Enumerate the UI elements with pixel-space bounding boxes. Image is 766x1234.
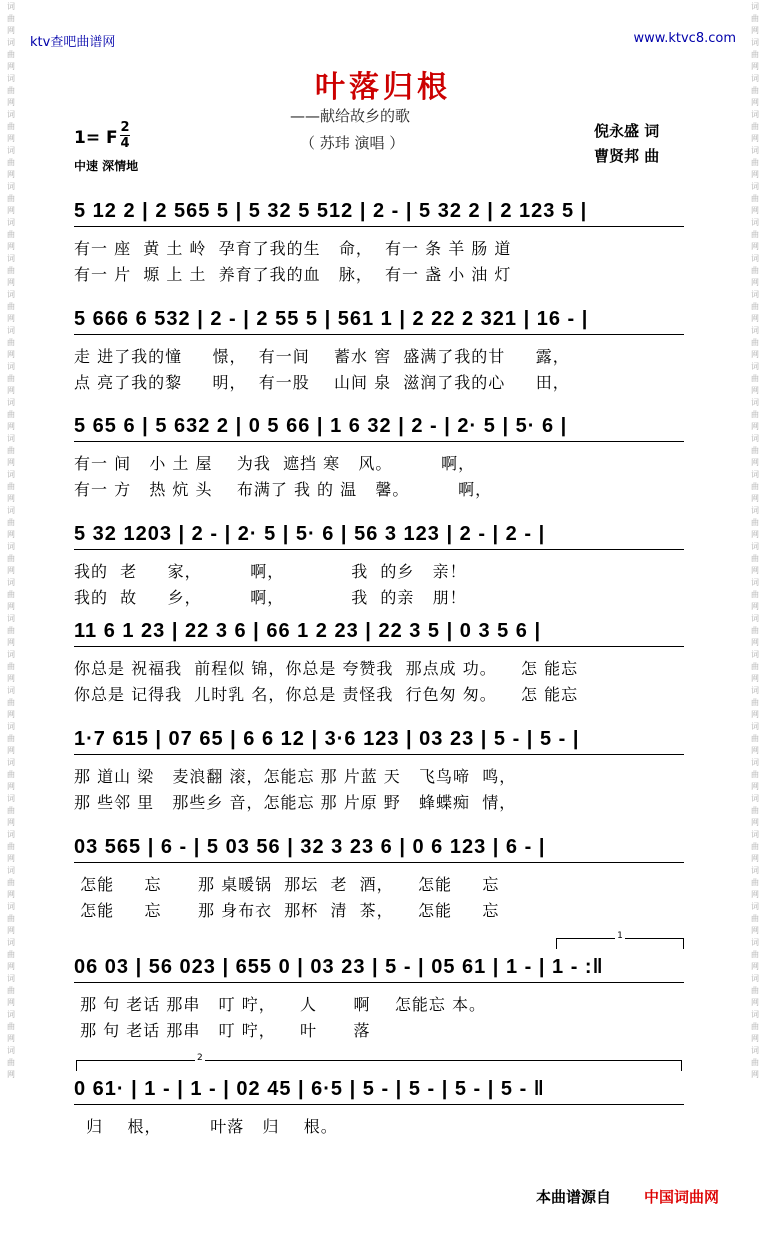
watermark-glyph: 网 — [7, 278, 15, 287]
watermark-glyph: 网 — [7, 458, 15, 467]
watermark-glyph: 曲 — [751, 50, 759, 59]
lyric-verse-1: 有一 座 黄 土 岭 孕育了我的生 命， 有一 条 羊 肠 道 — [74, 239, 512, 258]
watermark-glyph: 网 — [751, 962, 759, 971]
lyric-verse-2: 我的 故 乡， 啊， 我 的亲 朋！ — [74, 588, 467, 607]
watermark-glyph: 网 — [751, 26, 759, 35]
watermark-glyph: 曲 — [751, 302, 759, 311]
watermark-glyph: 曲 — [7, 1058, 15, 1067]
watermark-glyph: 网 — [751, 170, 759, 179]
notation-line: 5 12 2 | 2 565 5 | 5 32 5 512 | 2 - | 5 32 2 | 2 123 5 | — [74, 200, 588, 222]
time-signature-top: 2 — [120, 120, 130, 135]
watermark-glyph: 词 — [7, 758, 15, 767]
watermark-glyph: 网 — [7, 1070, 15, 1079]
watermark-glyph: 网 — [751, 1070, 759, 1079]
lyric-verse-1: 有一 间 小 土 屋 为我 遮挡 寒 风。 啊， — [74, 454, 476, 473]
notation-line: 11 6 1 23 | 22 3 6 | 66 1 2 23 | 22 3 5 | 0 3 5 6 | — [74, 620, 542, 642]
song-subtitle: ——献给故乡的歌 — [290, 107, 411, 125]
volta-second-label: 2 — [197, 1053, 203, 1063]
watermark-glyph: 网 — [7, 26, 15, 35]
watermark-glyph: 词 — [7, 434, 15, 443]
watermark-glyph: 词 — [7, 146, 15, 155]
lyric-verse-1: 走 进了我的憧 憬， 有一间 蓄水 窖 盛满了我的甘 露， — [74, 347, 570, 366]
volta-first-ending — [556, 931, 684, 949]
watermark-glyph: 曲 — [7, 122, 15, 131]
watermark-glyph: 词 — [7, 542, 15, 551]
notation-line: 03 565 | 6 - | 5 03 56 | 32 3 23 6 | 0 6 123 | 6 - | — [74, 836, 546, 858]
watermark-glyph: 网 — [751, 566, 759, 575]
watermark-glyph: 网 — [7, 638, 15, 647]
watermark-glyph: 词 — [7, 398, 15, 407]
watermark-glyph: 词 — [7, 974, 15, 983]
watermark-glyph: 曲 — [7, 914, 15, 923]
lyric-verse-1: 怎能 忘 那 桌暖锅 那坛 老 酒， 怎能 忘 — [74, 875, 500, 894]
watermark-glyph: 曲 — [751, 914, 759, 923]
watermark-glyph: 网 — [751, 422, 759, 431]
lyric-verse-2: 有一 片 塬 上 土 养育了我的血 脉， 有一 盏 小 油 灯 — [74, 265, 512, 284]
watermark-glyph: 网 — [7, 242, 15, 251]
watermark-glyph: 词 — [7, 938, 15, 947]
watermark-glyph: 曲 — [751, 158, 759, 167]
watermark-glyph: 词 — [751, 74, 759, 83]
watermark-glyph: 词 — [751, 1046, 759, 1055]
watermark-glyph: 词 — [751, 2, 759, 11]
watermark-glyph: 网 — [7, 314, 15, 323]
watermark-glyph: 网 — [7, 386, 15, 395]
footer-source-label: 本曲谱源自 — [536, 1188, 612, 1206]
watermark-glyph: 网 — [751, 854, 759, 863]
watermark-glyph: 网 — [7, 206, 15, 215]
watermark-glyph: 网 — [7, 782, 15, 791]
notation-line: 0 61· | 1 - | 1 - | 02 45 | 6·5 | 5 - | 5 - | 5 - | 5 - ‖ — [74, 1078, 545, 1100]
watermark-glyph: 网 — [7, 170, 15, 179]
watermark-glyph: 曲 — [7, 950, 15, 959]
watermark-glyph: 词 — [751, 794, 759, 803]
watermark-glyph: 词 — [7, 2, 15, 11]
watermark-glyph: 曲 — [7, 230, 15, 239]
watermark-glyph: 曲 — [7, 86, 15, 95]
watermark-glyph: 词 — [751, 578, 759, 587]
watermark-glyph: 词 — [7, 182, 15, 191]
watermark-glyph: 词 — [7, 110, 15, 119]
watermark-glyph: 曲 — [751, 122, 759, 131]
watermark-glyph: 词 — [751, 506, 759, 515]
watermark-glyph: 网 — [7, 926, 15, 935]
lyric-verse-2: 那 句 老话 那串 叮 咛， 叶 落 — [74, 1021, 371, 1040]
watermark-glyph: 曲 — [751, 806, 759, 815]
watermark-glyph: 曲 — [751, 770, 759, 779]
watermark-glyph: 词 — [7, 686, 15, 695]
footer-site-name: 中国词曲网 — [644, 1188, 720, 1206]
watermark-glyph: 网 — [7, 854, 15, 863]
watermark-glyph: 曲 — [7, 698, 15, 707]
watermark-glyph: 曲 — [751, 266, 759, 275]
watermark-glyph: 网 — [751, 818, 759, 827]
watermark-glyph: 曲 — [7, 410, 15, 419]
watermark-glyph: 词 — [751, 110, 759, 119]
watermark-glyph: 网 — [751, 386, 759, 395]
watermark-glyph: 词 — [7, 830, 15, 839]
watermark-glyph: 词 — [7, 470, 15, 479]
site-url-right: www.ktvc8.com — [633, 31, 736, 46]
watermark-glyph: 曲 — [751, 986, 759, 995]
watermark-glyph: 词 — [7, 254, 15, 263]
watermark-glyph: 曲 — [7, 302, 15, 311]
beam-line — [74, 226, 684, 227]
watermark-glyph: 曲 — [751, 698, 759, 707]
watermark-glyph: 词 — [7, 614, 15, 623]
beam-line — [74, 334, 684, 335]
watermark-glyph: 曲 — [7, 770, 15, 779]
watermark-glyph: 词 — [751, 38, 759, 47]
watermark-glyph: 网 — [751, 242, 759, 251]
watermark-glyph: 曲 — [751, 1058, 759, 1067]
watermark-glyph: 词 — [7, 74, 15, 83]
notation-line: 5 65 6 | 5 632 2 | 0 5 66 | 1 6 32 | 2 - | 2· 5 | 5· 6 | — [74, 415, 568, 437]
watermark-glyph: 曲 — [7, 14, 15, 23]
watermark-glyph: 词 — [751, 686, 759, 695]
watermark-glyph: 曲 — [751, 230, 759, 239]
watermark-glyph: 词 — [7, 722, 15, 731]
watermark-glyph: 词 — [751, 542, 759, 551]
watermark-glyph: 词 — [751, 470, 759, 479]
watermark-glyph: 曲 — [7, 518, 15, 527]
watermark-glyph: 曲 — [751, 446, 759, 455]
watermark-glyph: 词 — [7, 650, 15, 659]
watermark-glyph: 词 — [7, 578, 15, 587]
watermark-glyph: 网 — [7, 134, 15, 143]
watermark-glyph: 词 — [751, 974, 759, 983]
watermark-glyph: 网 — [751, 638, 759, 647]
watermark-glyph: 词 — [7, 290, 15, 299]
lyric-verse-2: 你总是 记得我 儿时乳 名，你总是 责怪我 行色匆 匆。 怎 能忘 — [74, 685, 579, 704]
watermark-glyph: 曲 — [7, 806, 15, 815]
watermark-glyph: 网 — [7, 494, 15, 503]
watermark-glyph: 词 — [751, 614, 759, 623]
lyricist-credit: 倪永盛 词 — [594, 122, 660, 140]
beam-line — [74, 1104, 684, 1105]
watermark-glyph: 曲 — [7, 482, 15, 491]
watermark-glyph: 网 — [7, 890, 15, 899]
watermark-glyph: 曲 — [751, 374, 759, 383]
watermark-glyph: 网 — [751, 782, 759, 791]
watermark-glyph: 词 — [751, 146, 759, 155]
beam-line — [74, 646, 684, 647]
site-name-left: ktv查吧曲谱网 — [30, 35, 116, 50]
lyric-verse-1: 那 句 老话 那串 叮 咛， 人 啊 怎能忘 本。 — [74, 995, 486, 1014]
watermark-glyph: 词 — [751, 938, 759, 947]
watermark-glyph: 词 — [751, 218, 759, 227]
watermark-glyph: 词 — [7, 362, 15, 371]
lyric-verse-1: 那 道山 梁 麦浪翻 滚，怎能忘 那 片蓝 天 飞鸟啼 鸣， — [74, 767, 517, 786]
lyric-verse-2: 那 些邻 里 那些乡 音，怎能忘 那 片原 野 蜂蝶痴 情， — [74, 793, 517, 812]
watermark-glyph: 词 — [751, 1010, 759, 1019]
watermark-glyph: 曲 — [7, 266, 15, 275]
watermark-glyph: 网 — [7, 530, 15, 539]
watermark-glyph: 曲 — [7, 194, 15, 203]
time-signature — [120, 121, 130, 150]
watermark-glyph: 曲 — [7, 842, 15, 851]
watermark-glyph: 曲 — [751, 482, 759, 491]
watermark-glyph: 曲 — [751, 1022, 759, 1031]
watermark-glyph: 词 — [7, 38, 15, 47]
watermark-glyph: 词 — [7, 506, 15, 515]
watermark-glyph: 网 — [751, 602, 759, 611]
watermark-glyph: 网 — [751, 926, 759, 935]
watermark-glyph: 曲 — [7, 590, 15, 599]
watermark-glyph: 曲 — [751, 734, 759, 743]
watermark-glyph: 网 — [7, 350, 15, 359]
notation-line: 06 03 | 56 023 | 655 0 | 03 23 | 5 - | 05 61 | 1 - | 1 - :‖ — [74, 956, 604, 978]
key-signature: 1= F — [74, 128, 118, 148]
watermark-glyph: 词 — [751, 758, 759, 767]
watermark-glyph: 词 — [7, 866, 15, 875]
watermark-glyph: 网 — [7, 818, 15, 827]
watermark-glyph: 曲 — [7, 374, 15, 383]
watermark-glyph: 词 — [751, 254, 759, 263]
watermark-glyph: 网 — [751, 62, 759, 71]
watermark-glyph: 曲 — [751, 86, 759, 95]
watermark-glyph: 曲 — [7, 986, 15, 995]
watermark-glyph: 网 — [751, 458, 759, 467]
lyric-verse-2: 有一 方 热 炕 头 布满了 我 的 温 馨。 啊， — [74, 480, 493, 499]
watermark-glyph: 曲 — [751, 842, 759, 851]
notation-line: 5 32 1203 | 2 - | 2· 5 | 5· 6 | 56 3 123 | 2 - | 2 - | — [74, 523, 546, 545]
watermark-glyph: 曲 — [751, 878, 759, 887]
beam-line — [74, 982, 684, 983]
volta-second-ending — [76, 1053, 682, 1071]
watermark-glyph: 网 — [7, 674, 15, 683]
watermark-glyph: 曲 — [751, 14, 759, 23]
notation-line: 1·7 615 | 07 65 | 6 6 12 | 3·6 123 | 03 23 | 5 - | 5 - | — [74, 728, 580, 750]
watermark-glyph: 词 — [7, 902, 15, 911]
composer-credit: 曹贤邦 曲 — [594, 147, 660, 165]
watermark-glyph: 网 — [751, 1034, 759, 1043]
watermark-glyph: 曲 — [7, 446, 15, 455]
watermark-glyph: 曲 — [7, 626, 15, 635]
watermark-glyph: 曲 — [751, 626, 759, 635]
watermark-glyph: 网 — [751, 710, 759, 719]
watermark-glyph: 词 — [751, 902, 759, 911]
watermark-glyph: 词 — [751, 290, 759, 299]
watermark-glyph: 曲 — [7, 662, 15, 671]
watermark-glyph: 曲 — [7, 158, 15, 167]
watermark-glyph: 曲 — [7, 878, 15, 887]
watermark-glyph: 曲 — [7, 734, 15, 743]
watermark-glyph: 曲 — [7, 554, 15, 563]
watermark-glyph: 词 — [7, 326, 15, 335]
watermark-glyph: 网 — [751, 98, 759, 107]
beam-line — [74, 441, 684, 442]
watermark-glyph: 词 — [751, 326, 759, 335]
left-watermark-strip — [0, 0, 22, 1234]
watermark-glyph: 网 — [7, 422, 15, 431]
beam-line — [74, 862, 684, 863]
watermark-glyph: 曲 — [7, 50, 15, 59]
watermark-glyph: 曲 — [751, 338, 759, 347]
lyric-verse-1: 你总是 祝福我 前程似 锦，你总是 夸赞我 那点成 功。 怎 能忘 — [74, 659, 579, 678]
watermark-glyph: 曲 — [751, 590, 759, 599]
watermark-glyph: 网 — [751, 278, 759, 287]
watermark-glyph: 词 — [751, 830, 759, 839]
watermark-glyph: 网 — [751, 746, 759, 755]
watermark-glyph: 网 — [7, 710, 15, 719]
watermark-glyph: 网 — [751, 206, 759, 215]
watermark-glyph: 词 — [7, 794, 15, 803]
watermark-glyph: 词 — [751, 362, 759, 371]
watermark-glyph: 曲 — [751, 410, 759, 419]
watermark-glyph: 网 — [7, 602, 15, 611]
watermark-glyph: 词 — [751, 866, 759, 875]
watermark-glyph: 网 — [751, 890, 759, 899]
lyric-verse-1: 归 根， 叶落 归 根。 — [74, 1117, 338, 1136]
watermark-glyph: 曲 — [751, 194, 759, 203]
watermark-glyph: 词 — [751, 398, 759, 407]
watermark-glyph: 网 — [7, 746, 15, 755]
lyric-verse-2: 点 亮了我的黎 明， 有一股 山间 泉 滋润了我的心 田， — [74, 373, 570, 392]
watermark-glyph: 网 — [7, 962, 15, 971]
watermark-glyph: 词 — [7, 1010, 15, 1019]
song-singer: （ 苏玮 演唱 ） — [300, 134, 405, 152]
beam-line — [74, 549, 684, 550]
watermark-glyph: 词 — [751, 650, 759, 659]
watermark-glyph: 词 — [7, 218, 15, 227]
watermark-glyph: 网 — [7, 566, 15, 575]
beam-line — [74, 754, 684, 755]
volta-first-label: 1 — [617, 931, 623, 941]
watermark-glyph: 网 — [751, 674, 759, 683]
right-watermark-strip — [744, 0, 766, 1234]
watermark-glyph: 曲 — [7, 1022, 15, 1031]
watermark-glyph: 曲 — [7, 338, 15, 347]
watermark-glyph: 网 — [751, 134, 759, 143]
watermark-glyph: 网 — [7, 1034, 15, 1043]
watermark-glyph: 网 — [751, 350, 759, 359]
watermark-glyph: 网 — [751, 998, 759, 1007]
song-title: 叶落归根 — [315, 70, 451, 105]
watermark-glyph: 网 — [7, 998, 15, 1007]
time-signature-bottom: 4 — [120, 136, 130, 151]
watermark-glyph: 网 — [751, 494, 759, 503]
watermark-glyph: 曲 — [751, 662, 759, 671]
lyric-verse-1: 我的 老 家， 啊， 我 的乡 亲！ — [74, 562, 467, 581]
watermark-glyph: 词 — [751, 182, 759, 191]
watermark-glyph: 词 — [751, 722, 759, 731]
watermark-glyph: 词 — [7, 1046, 15, 1055]
watermark-glyph: 网 — [751, 314, 759, 323]
watermark-glyph: 网 — [7, 98, 15, 107]
watermark-glyph: 曲 — [751, 554, 759, 563]
watermark-glyph: 曲 — [751, 950, 759, 959]
notation-line: 5 666 6 532 | 2 - | 2 55 5 | 561 1 | 2 22 2 321 | 16 - | — [74, 308, 589, 330]
watermark-glyph: 网 — [751, 530, 759, 539]
watermark-glyph: 词 — [751, 434, 759, 443]
lyric-verse-2: 怎能 忘 那 身布衣 那杯 清 茶， 怎能 忘 — [74, 901, 500, 920]
watermark-glyph: 网 — [7, 62, 15, 71]
watermark-glyph: 曲 — [751, 518, 759, 527]
tempo-marking: 中速 深情地 — [74, 159, 139, 173]
